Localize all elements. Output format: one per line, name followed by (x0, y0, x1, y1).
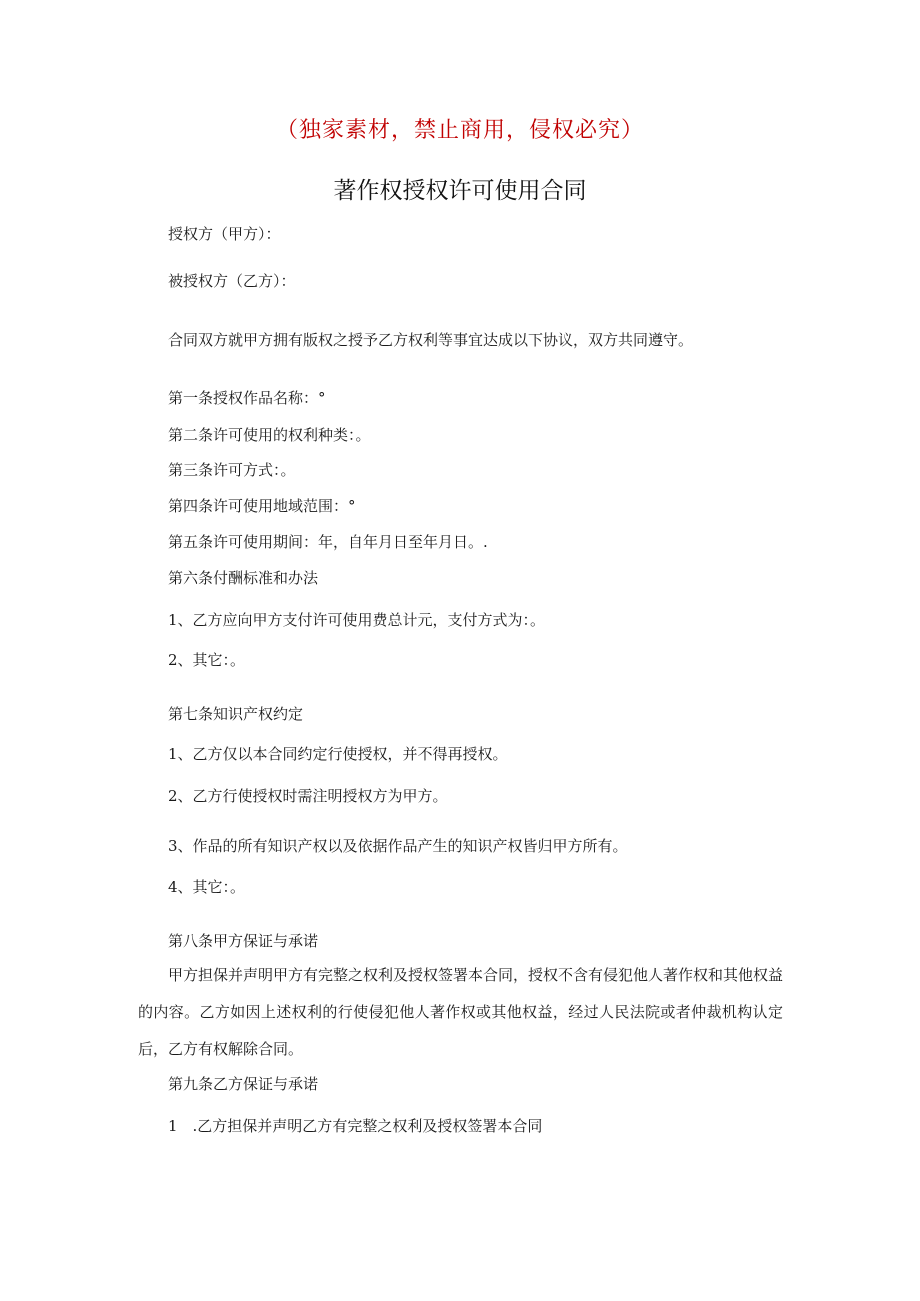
article-1: 第一条授权作品名称：° (168, 389, 326, 407)
article-8-body: 甲方担保并声明甲方有完整之权利及授权签署本合同，授权不含有侵犯他人著作权和其他权益的内容。乙方如因上述权利的行使侵犯他人著作权或其他权益，经过人民法院或者仲裁机构认定后，乙方有权解除合同。 (138, 966, 784, 1058)
article-7-heading: 第七条知识产权约定 (168, 705, 304, 723)
party-b-line: 被授权方（乙方）： (168, 272, 296, 290)
article-9-heading: 第九条乙方保证与承诺 (168, 1075, 319, 1093)
copyright-notice: （独家素材，禁止商用，侵权必究） (275, 118, 644, 143)
article-7-item-3: 3、作品的所有知识产权以及依据作品产生的知识产权皆归甲方所有。 (168, 837, 628, 855)
article-6-item-1: 1、乙方应向甲方支付许可使用费总计元，支付方式为：。 (168, 611, 546, 629)
article-2: 第二条许可使用的权利种类：。 (168, 426, 371, 444)
party-a-line: 授权方（甲方）： (168, 225, 281, 243)
article-3: 第三条许可方式：。 (168, 461, 296, 479)
intro-paragraph: 合同双方就甲方拥有版权之授予乙方权利等事宜达成以下协议，双方共同遵守。 (168, 331, 694, 349)
article-5: 第五条许可使用期间：年，自年月日至年月日。. (168, 533, 488, 551)
article-8-heading: 第八条甲方保证与承诺 (168, 932, 319, 950)
article-6-heading: 第六条付酬标准和办法 (168, 569, 319, 587)
article-6-item-2: 2、其它：。 (168, 651, 246, 669)
article-7-item-4: 4、其它：。 (168, 878, 246, 896)
article-7-item-1: 1、乙方仅以本合同约定行使授权，并不得再授权。 (168, 745, 508, 763)
article-4: 第四条许可使用地域范围：° (168, 497, 356, 515)
article-7-item-2: 2、乙方行使授权时需注明授权方为甲方。 (168, 787, 448, 805)
article-9-item-1: 1 .乙方担保并声明乙方有完整之权利及授权签署本合同 (168, 1117, 543, 1135)
document-title: 著作权授权许可使用合同 (333, 178, 587, 204)
